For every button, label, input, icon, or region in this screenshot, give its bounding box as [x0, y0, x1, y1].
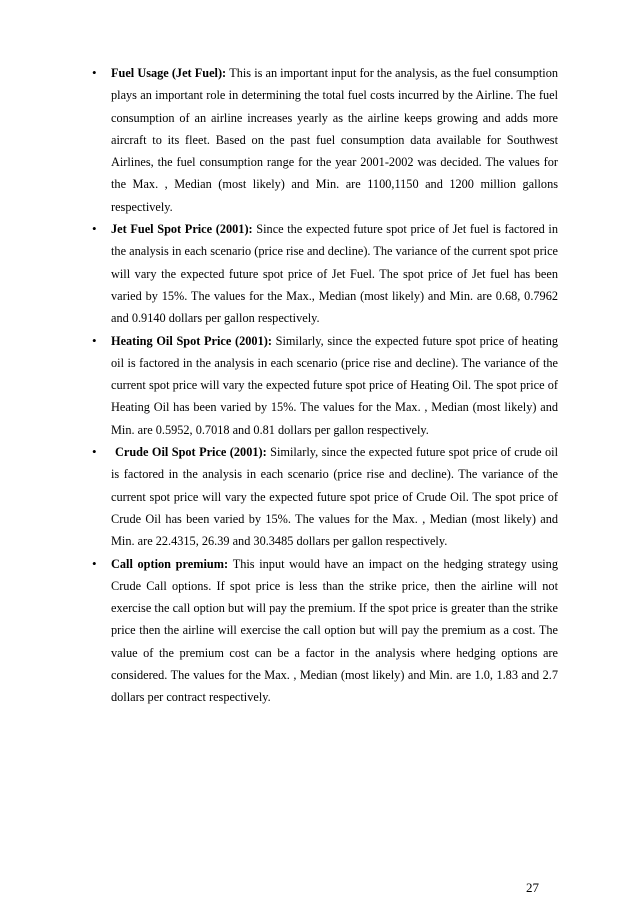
bullet-item-call-option-premium: [92, 553, 558, 709]
bullet-item-jet-fuel-spot-price: [92, 218, 558, 329]
bullet-item-fuel-usage: [92, 62, 558, 218]
bullet-item-crude-oil-spot-price: [92, 441, 558, 552]
bullet-icon: •: [92, 555, 97, 571]
bullet-text: Similarly, since the expected future spot price of crude oil is factored in the analysis in each scenario (price rise and decline). The variance of the current spot price will vary the expected future spot price of Crude Oil. The spot price of Crude Oil has been varied by 15%. The values for the Max. , Median (most likely) and Min. are 22.4315, 26.39 and 30.3485 dollars per gallon respectively.: [111, 445, 558, 549]
bullet-term: Crude Oil Spot Price (2001):: [115, 445, 271, 460]
bullet-text: Similarly, since the expected future spot price of heating oil is factored in the analysis in each scenario (price rise and decline). The variance of the current spot price will vary the expected future spot price of Heating Oil. The spot price of Heating Oil has been varied by 15%. The values for the Max. , Median (most likely) and Min. are 0.5952, 0.7018 and 0.81 dollars per gallon respectively.: [111, 333, 558, 437]
bullet-text: This input would have an impact on the hedging strategy using Crude Call options. If spot price is less than the strike price, then the airline will not exercise the call option but will pay the premium. If the spot price is greater than the strike price then the airline will exercise the call option but will pay the premium as a cost. The value of the premium cost can be a factor in the analysis where hedging options are considered. The values for the Max. , Median (most likely) and Min. are 1.0, 1.83 and 2.7 dollars per contract respectively.: [111, 556, 558, 705]
page-number: 27: [526, 880, 539, 895]
bullet-item-heating-oil-spot-price: [92, 330, 558, 441]
bullet-icon: •: [92, 221, 97, 237]
bullet-term: Fuel Usage (Jet Fuel):: [111, 66, 230, 80]
bullet-term: Jet Fuel Spot Price (2001):: [111, 222, 257, 237]
bullet-list: [92, 62, 558, 709]
bullet-text: This is an important input for the analysis, as the fuel consumption plays an important role in determining the total fuel costs incurred by the Airline. The fuel consumption of an airline increases yearly as the airline keeps growing and adds more aircraft to its fleet. Based on the past fuel consumption data available for Southwest Airlines, the fuel consumption range for the year 2001-2002 was decided. The values for the Max. , Median (most likely) and Min. are 1100,1150 and 1200 million gallons respectively.: [111, 66, 558, 214]
bullet-icon: •: [92, 444, 97, 460]
bullet-icon: •: [92, 65, 97, 80]
bullet-term: Heating Oil Spot Price (2001):: [111, 333, 276, 348]
bullet-icon: •: [92, 332, 97, 348]
bullet-text: Since the expected future spot price of Jet fuel is factored in the analysis in each scenario (price rise and decline). The variance of the current spot price will vary the expected future spot price of Jet Fuel. The spot price of Jet fuel has been varied by 15%. The values for the Max., Median (most likely) and Min. are 0.68, 0.7962 and 0.9140 dollars per gallon respectively.: [111, 222, 558, 326]
bullet-term: Call option premium:: [111, 556, 233, 571]
